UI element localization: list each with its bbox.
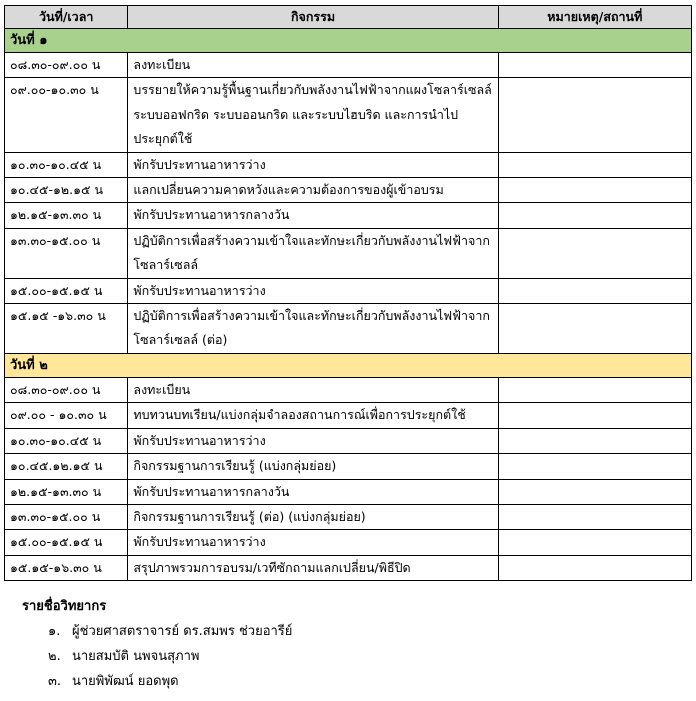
activity-cell: กิจกรรมฐานการเรียนรู้ (ต่อ) (แบ่งกลุ่มย่อย) [128, 504, 498, 529]
speaker-name: นายสมบัติ นพจนสุภาพ [72, 649, 200, 664]
table-row [5, 377, 692, 402]
time-cell: ๑๐.๔๕-๑๒.๑๕ น [5, 178, 128, 203]
activity-cell: แลกเปลี่ยนความคาดหวังและความต้องการของผู้เข้าอบรม [128, 178, 498, 203]
activity-cell: กิจกรรมฐานการเรียนรู้ (แบ่งกลุ่มย่อย) [128, 454, 498, 479]
header-time: วันที่/เวลา [5, 6, 128, 29]
table-row [5, 78, 692, 152]
note-cell [498, 504, 691, 529]
table-row [5, 428, 692, 453]
day-label: วันที่ ๒ [5, 353, 692, 377]
note-cell [498, 278, 691, 303]
schedule-table [4, 5, 692, 581]
note-cell [498, 53, 691, 78]
table-header-row [5, 6, 692, 29]
note-cell [498, 377, 691, 402]
table-row [5, 555, 692, 580]
speaker-name: นายพิพัฒน์ ยอดพุด [72, 674, 179, 689]
note-cell [498, 428, 691, 453]
activity-cell: สรุปภาพรวมการอบรม/เวทีซักถามแลกเปลี่ยน/พิธีปิด [128, 555, 498, 580]
note-cell [498, 403, 691, 428]
table-row [5, 504, 692, 529]
speaker-name: ผู้ช่วยศาสตราจารย์ ดร.สมพร ช่วยอารีย์ [72, 624, 293, 639]
time-cell: ๑๐.๓๐-๑๐.๔๕ น [5, 152, 128, 177]
activity-cell: ลงทะเบียน [128, 53, 498, 78]
time-cell: ๐๘.๓๐-๐๙.๐๐ น [5, 377, 128, 402]
activity-cell: บรรยายให้ความรู้พื้นฐานเกี่ยวกับพลังงานไฟฟ้าจากแผงโซลาร์เซลล์ ระบบออฟกริด ระบบออนกริด และระบบไฮบริด และการนำไปประยุกต์ใช้ [128, 78, 498, 152]
activity-cell: พักรับประทานอาหารกลางวัน [128, 203, 498, 228]
note-cell [498, 152, 691, 177]
activity-cell: พักรับประทานอาหารว่าง [128, 152, 498, 177]
speakers-list [22, 619, 292, 694]
table-row [5, 454, 692, 479]
time-cell: ๑๓.๓๐-๑๕.๐๐ น [5, 504, 128, 529]
list-number: ๓. [48, 674, 62, 689]
time-cell: ๐๙.๐๐ - ๑๐.๓๐ น [5, 403, 128, 428]
note-cell [498, 454, 691, 479]
day-row-1 [5, 29, 692, 53]
activity-cell: พักรับประทานอาหารว่าง [128, 428, 498, 453]
list-item [22, 644, 292, 669]
activity-cell: ลงทะเบียน [128, 377, 498, 402]
day-label: วันที่ ๑ [5, 29, 692, 53]
list-number: ๑. [48, 624, 61, 639]
speakers-section [22, 595, 292, 694]
table-row [5, 53, 692, 78]
note-cell [498, 479, 691, 504]
table-row [5, 178, 692, 203]
time-cell: ๐๙.๐๐-๑๐.๓๐ น [5, 78, 128, 152]
time-cell: ๑๐.๓๐-๑๐.๔๕ น [5, 428, 128, 453]
table-row [5, 403, 692, 428]
table-row [5, 479, 692, 504]
note-cell [498, 530, 691, 555]
activity-cell: ทบทวนบทเรียน/แบ่งกลุ่มจำลองสถานการณ์เพื่อการประยุกต์ใช้ [128, 403, 498, 428]
time-cell: ๑๓.๓๐-๑๕.๐๐ น [5, 228, 128, 278]
table-row [5, 152, 692, 177]
note-cell [498, 78, 691, 152]
note-cell [498, 178, 691, 203]
table-row [5, 304, 692, 354]
header-note: หมายเหตุ/สถานที่ [498, 6, 691, 29]
time-cell: ๑๒.๑๕-๑๓.๓๐ น [5, 203, 128, 228]
time-cell: ๑๒.๑๕-๑๓.๓๐ น [5, 479, 128, 504]
table-row [5, 530, 692, 555]
note-cell [498, 203, 691, 228]
day-row-2 [5, 353, 692, 377]
activity-cell: พักรับประทานอาหารว่าง [128, 278, 498, 303]
time-cell: ๑๕.๑๕-๑๖.๓๐ น [5, 555, 128, 580]
activity-cell: ปฏิบัติการเพื่อสร้างความเข้าใจและทักษะเกี่ยวกับพลังงานไฟฟ้าจากโซลาร์เซลล์ [128, 228, 498, 278]
note-cell [498, 228, 691, 278]
note-cell [498, 304, 691, 354]
table-row [5, 228, 692, 278]
list-number: ๒. [48, 649, 61, 664]
list-item [22, 619, 292, 644]
activity-cell: พักรับประทานอาหารว่าง [128, 530, 498, 555]
speakers-title: รายชื่อวิทยากร [22, 599, 107, 614]
time-cell: ๐๘.๓๐-๐๙.๐๐ น [5, 53, 128, 78]
activity-cell: ปฏิบัติการเพื่อสร้างความเข้าใจและทักษะเกี่ยวกับพลังงานไฟฟ้าจากโซลาร์เซลล์ (ต่อ) [128, 304, 498, 354]
time-cell: ๑๕.๐๐-๑๕.๑๕ น [5, 278, 128, 303]
time-cell: ๑๐.๔๕.๑๒.๑๕ น [5, 454, 128, 479]
table-row [5, 278, 692, 303]
activity-cell: พักรับประทานอาหารกลางวัน [128, 479, 498, 504]
time-cell: ๑๕.๑๕ -๑๖.๓๐ น [5, 304, 128, 354]
table-row [5, 203, 692, 228]
list-item [22, 669, 292, 694]
note-cell [498, 555, 691, 580]
header-activity: กิจกรรม [128, 6, 498, 29]
time-cell: ๑๕.๐๐-๑๕.๑๕ น [5, 530, 128, 555]
